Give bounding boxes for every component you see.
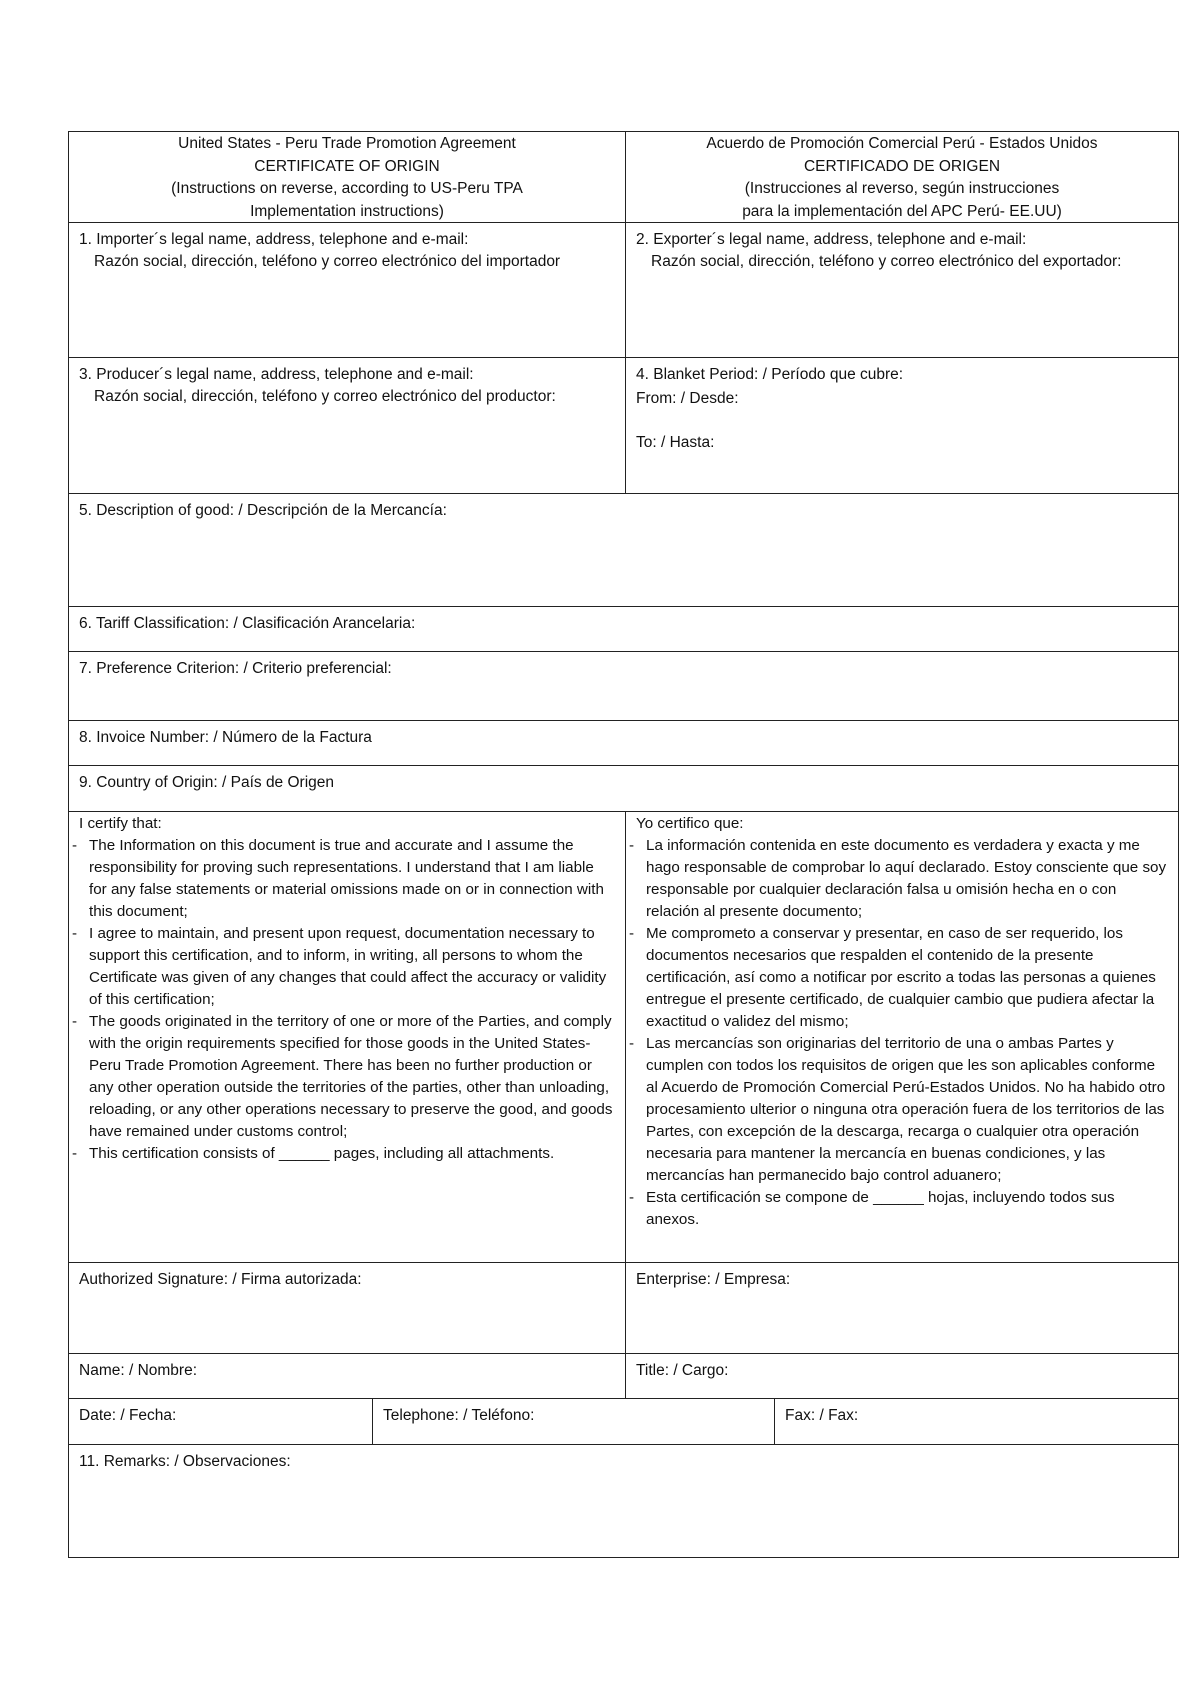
certify-item-es-2: - Me comprometo a conservar y presentar, en caso de ser requerido, los documentos necesarios que respalden el contenido de la presente certificación, así como a notificar por escrito a todas las personas a quienes entregue el presente certificado, de cualquier cambio que pudiera afectar la exactitud o validez del mismo; [636, 923, 1168, 1033]
country-label: 9. Country of Origin: / País de Origen [79, 774, 335, 791]
certify-item-es-4: - Esta certificación se compone de ______ hojas, incluyendo todos sus anexos. [636, 1187, 1168, 1231]
invoice-label: 8. Invoice Number: / Número de la Factura [79, 729, 372, 746]
country-row [69, 765, 1178, 811]
certify-item-en-2: - I agree to maintain, and present upon request, documentation necessary to support this certification, and to inform, in writing, all persons to whom the Certificate was given of any changes that could affect the accuracy or validity of this certification; [79, 923, 615, 1011]
remarks-row [69, 1444, 1178, 1557]
period-to-label: To: / Hasta: [636, 434, 715, 451]
authorized-signature-field[interactable] [69, 1263, 625, 1353]
certify-item-es-1: - La información contenida en este documento es verdadera y exacta y me hago responsable de comprobar lo aquí declarado. Estoy consciente que soy responsable por cualquier declaración falsa u omisión hecha en o con relación al presente documento; [636, 835, 1168, 923]
date-phone-fax-row [69, 1398, 1178, 1444]
certification-spanish [625, 812, 1178, 1262]
header-english [69, 132, 625, 222]
header-spanish [625, 132, 1178, 222]
telephone-label: Telephone: / Teléfono: [383, 1407, 535, 1424]
signature-row [69, 1262, 1178, 1353]
header-row [69, 132, 1178, 222]
blanket-period-field[interactable] [625, 358, 1178, 493]
tariff-label: 6. Tariff Classification: / Clasificación Arancelaria: [79, 615, 416, 632]
description-label: 5. Description of good: / Descripción de la Mercancía: [79, 502, 447, 519]
authorized-signature-label: Authorized Signature: / Firma autorizada: [79, 1271, 362, 1288]
importer-sublabel: Razón social, dirección, teléfono y correo electrónico del importador [94, 253, 561, 270]
exporter-sublabel: Razón social, dirección, teléfono y correo electrónico del exportador: [651, 253, 1122, 270]
certify-item-en-3: - The goods originated in the territory of one or more of the Parties, and comply with the origin requirements specified for those goods in the United States-Peru Trade Promotion Agreement. There has been no further production or any other operation outside the territories of the parties, other than unloading, reloading, or any other operations necessary to preserve the good, and goods have remained under customs control; [79, 1011, 615, 1143]
name-label: Name: / Nombre: [79, 1362, 198, 1379]
fax-label: Fax: / Fax: [785, 1407, 859, 1424]
title-label: Title: / Cargo: [636, 1362, 729, 1379]
telephone-field[interactable] [372, 1399, 774, 1444]
producer-field[interactable] [69, 358, 625, 493]
preference-field[interactable] [69, 652, 1178, 720]
name-title-row [69, 1353, 1178, 1398]
name-field[interactable] [69, 1354, 625, 1398]
preference-label: 7. Preference Criterion: / Criterio preferencial: [79, 660, 392, 677]
header-es-line3: (Instrucciones al reverso, según instrucciones [744, 180, 1060, 197]
certify-heading-es: Yo certifico que: [636, 815, 744, 832]
date-field[interactable] [69, 1399, 372, 1444]
country-field[interactable] [69, 766, 1178, 811]
description-row [69, 493, 1178, 606]
title-field[interactable] [625, 1354, 1178, 1398]
header-en-line2: CERTIFICATE OF ORIGIN [254, 157, 440, 175]
importer-label: 1. Importer´s legal name, address, telephone and e-mail: [79, 231, 469, 248]
invoice-row [69, 720, 1178, 765]
date-label: Date: / Fecha: [79, 1407, 177, 1424]
importer-exporter-row [69, 222, 1178, 357]
period-from-label: From: / Desde: [636, 390, 739, 407]
producer-label: 3. Producer´s legal name, address, telephone and e-mail: [79, 366, 474, 383]
certify-heading-en: I certify that: [79, 815, 162, 832]
certify-item-en-1: - The Information on this document is true and accurate and I assume the responsibility for proving such representations. I understand that I am liable for any false statements or material omissions made on or in connection with this document; [79, 835, 615, 923]
importer-field[interactable] [69, 223, 625, 357]
header-en-line1: United States - Peru Trade Promotion Agreement [178, 135, 516, 152]
header-es-line2: CERTIFICADO DE ORIGEN [803, 157, 1001, 175]
tariff-field[interactable] [69, 607, 1178, 651]
exporter-field[interactable] [625, 223, 1178, 357]
description-field[interactable] [69, 494, 1178, 606]
fax-field[interactable] [774, 1399, 1178, 1444]
exporter-label: 2. Exporter´s legal name, address, telephone and e-mail: [636, 231, 1027, 248]
producer-period-row [69, 357, 1178, 493]
preference-row [69, 651, 1178, 720]
certification-row [69, 811, 1178, 1262]
header-en-line3: (Instructions on reverse, according to US-Peru TPA [171, 180, 523, 197]
invoice-field[interactable] [69, 721, 1178, 765]
enterprise-label: Enterprise: / Empresa: [636, 1271, 791, 1288]
remarks-label: 11. Remarks: / Observaciones: [79, 1453, 291, 1470]
certify-item-en-4: - This certification consists of ______ pages, including all attachments. [79, 1143, 615, 1165]
producer-sublabel: Razón social, dirección, teléfono y correo electrónico del productor: [94, 388, 556, 405]
header-en-line4: Implementation instructions) [250, 202, 444, 220]
header-es-line4: para la implementación del APC Perú- EE.UU) [742, 202, 1062, 220]
certificate-of-origin-form [68, 131, 1179, 1558]
enterprise-field[interactable] [625, 1263, 1178, 1353]
blanket-period-label: 4. Blanket Period: / Período que cubre: [636, 366, 904, 383]
certify-item-es-3: - Las mercancías son originarias del territorio de una o ambas Partes y cumplen con todos los requisitos de origen que les son aplicables conforme al Acuerdo de Promoción Comercial Perú-Estados Unidos. No ha habido otro procesamiento ulterior o ninguna otra operación fuera de los territorios de las Partes, con excepción de la descarga, recarga o cualquier otra operación necesaria para mantener la mercancía en buenas condiciones, y las mercancías han permanecido bajo control aduanero; [636, 1033, 1168, 1187]
remarks-field[interactable] [69, 1445, 1178, 1557]
header-es-line1: Acuerdo de Promoción Comercial Perú - Estados Unidos [706, 135, 1098, 152]
tariff-row [69, 606, 1178, 651]
certification-english [69, 812, 625, 1262]
